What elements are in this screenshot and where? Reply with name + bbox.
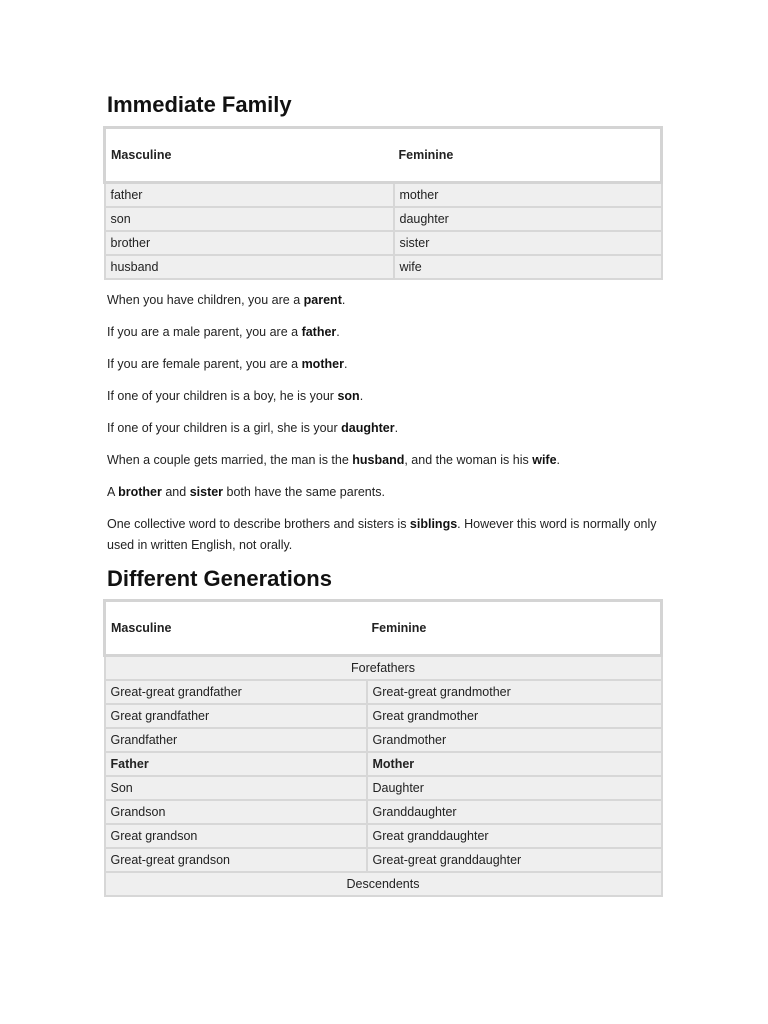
feminine-cell: Great grandmother: [367, 704, 662, 728]
paragraph: [107, 354, 662, 375]
table-header-row: [105, 601, 662, 656]
immediate-family-table: [103, 126, 663, 280]
explanation-text: [107, 290, 662, 567]
bold-term: mother: [301, 357, 344, 371]
text-run: .: [343, 357, 348, 371]
masculine-cell: Great-great grandson: [105, 848, 367, 872]
paragraph: [107, 418, 662, 439]
table-row: [105, 752, 662, 776]
feminine-cell: sister: [394, 231, 662, 255]
feminine-cell: wife: [394, 255, 662, 279]
bold-term: son: [337, 389, 360, 403]
bold-term: daughter: [341, 421, 395, 435]
text-run: When a couple gets married, the man is the: [107, 453, 353, 467]
masculine-cell: Great grandfather: [105, 704, 367, 728]
table-row: [105, 800, 662, 824]
masculine-cell: son: [105, 207, 394, 231]
text-run: If you are a male parent, you are a: [107, 325, 302, 339]
bold-term: wife: [532, 453, 557, 467]
table-row: [105, 824, 662, 848]
masculine-cell: Father: [105, 752, 367, 776]
paragraph: [107, 514, 662, 556]
descendents-label: Descendents: [105, 872, 662, 896]
different-generations-table: [103, 599, 663, 897]
masculine-cell: husband: [105, 255, 394, 279]
text-run: .: [336, 325, 340, 339]
table-header-row: [105, 128, 662, 183]
text-run: both have the same parents.: [223, 485, 385, 499]
feminine-cell: Mother: [367, 752, 662, 776]
feminine-cell: Granddaughter: [367, 800, 662, 824]
text-run: If one of your children is a girl, she is your: [107, 421, 342, 435]
feminine-cell: Great-great grandmother: [367, 680, 662, 704]
feminine-cell: Great granddaughter: [367, 824, 662, 848]
header-feminine: Feminine: [367, 601, 662, 656]
text-run: If you are female parent, you are a: [107, 357, 302, 371]
masculine-cell: brother: [105, 231, 394, 255]
masculine-cell: Grandson: [105, 800, 367, 824]
bold-term: husband: [352, 453, 405, 467]
table-row: [105, 848, 662, 872]
header-masculine: Masculine: [105, 128, 394, 183]
masculine-cell: Great-great grandfather: [105, 680, 367, 704]
text-run: When you have children, you are a: [107, 293, 304, 307]
paragraph: [107, 450, 662, 471]
text-run: .: [556, 453, 561, 467]
section-title-different-generations: Different Generations: [107, 566, 332, 591]
text-run: If one of your children is a boy, he is your: [107, 389, 338, 403]
table-row: [105, 704, 662, 728]
masculine-cell: Son: [105, 776, 367, 800]
bold-term: brother: [118, 485, 162, 499]
table-row: [105, 231, 662, 255]
bold-term: sister: [189, 485, 224, 499]
text-run: .: [394, 421, 399, 435]
text-run: .: [359, 389, 364, 403]
bold-term: siblings: [409, 517, 458, 531]
paragraph: [107, 322, 662, 343]
feminine-cell: Great-great granddaughter: [367, 848, 662, 872]
forefathers-row: [105, 656, 662, 681]
feminine-cell: daughter: [394, 207, 662, 231]
masculine-cell: Grandfather: [105, 728, 367, 752]
text-run: .: [341, 293, 346, 307]
table-row: [105, 680, 662, 704]
text-run: , and the woman is his: [404, 453, 533, 467]
text-run: A: [107, 485, 119, 499]
table-row: [105, 728, 662, 752]
table-row: [105, 776, 662, 800]
section-title-immediate-family: Immediate Family: [107, 92, 292, 117]
table-row: [105, 255, 662, 279]
text-run: One collective word to describe brothers and sisters is: [107, 517, 410, 531]
feminine-cell: Daughter: [367, 776, 662, 800]
feminine-cell: mother: [394, 183, 662, 208]
descendents-row: [105, 872, 662, 896]
text-run: and: [161, 485, 190, 499]
table-row: [105, 183, 662, 208]
forefathers-label: Forefathers: [105, 656, 662, 681]
masculine-cell: father: [105, 183, 394, 208]
masculine-cell: Great grandson: [105, 824, 367, 848]
bold-term: parent: [303, 293, 342, 307]
text-run: . However this word is normally only used in written English, not orally.: [107, 517, 657, 552]
table-row: [105, 207, 662, 231]
feminine-cell: Grandmother: [367, 728, 662, 752]
header-feminine: Feminine: [394, 128, 662, 183]
paragraph: [107, 482, 662, 503]
paragraph: [107, 290, 662, 311]
bold-term: father: [301, 325, 337, 339]
header-masculine: Masculine: [105, 601, 367, 656]
paragraph: [107, 386, 662, 407]
